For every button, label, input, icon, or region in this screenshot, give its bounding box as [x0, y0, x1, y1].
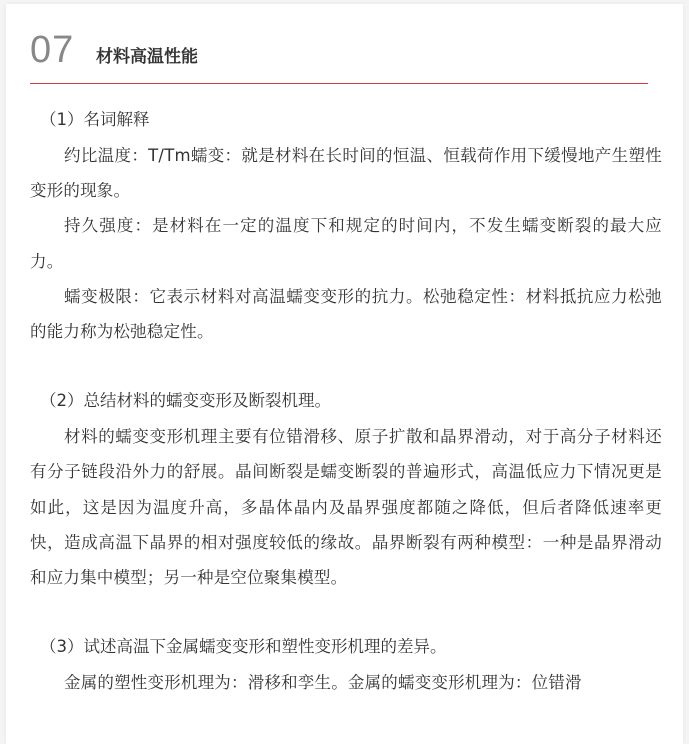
question-1-heading: （1）名词解释	[40, 110, 150, 129]
q1-paragraph: 约比温度：T/Tm蠕变：就是材料在长时间的恒温、恒载荷作用下缓慢地产生塑性变形的现象。	[30, 146, 662, 201]
q3-paragraph: 金属的塑性变形机理为：滑移和孪生。金属的蠕变变形机理为：位错滑	[64, 673, 582, 693]
question-3-heading: （3）试述高温下金属蠕变变形和塑性变形机理的差异。	[40, 637, 447, 657]
q1-paragraph: 持久强度：是材料在一定的温度下和规定的时间内，不发生蠕变断裂的最大应力。	[30, 216, 662, 271]
article-page	[6, 4, 683, 744]
spacer	[30, 595, 662, 629]
question-2-heading: （2）总结材料的蠕变变形及断裂机理。	[40, 391, 331, 411]
q2-paragraph: 材料的蠕变变形机理主要有位错滑移、原子扩散和晶界滑动，对于高分子材料还有分子链段沿外力的舒展。晶间断裂是蠕变断裂的普遍形式，高温低应力下情况更是如此，这是因为温度升高，多晶体晶内及晶界强度都随之降低，但后者降低速率更快，造成高温下晶界的相对强度较低的缘故。晶界断裂有两种模型：一种是晶界滑动和应力集中模型；另一种是空位聚集模型。	[30, 427, 662, 588]
spacer	[30, 349, 662, 383]
section-number: 07	[30, 29, 75, 71]
section-divider	[30, 83, 648, 84]
section-title: 材料高温性能	[96, 47, 198, 67]
section-header	[30, 28, 650, 84]
q1-paragraph: 蠕变极限：它表示材料对高温蠕变变形的抗力。松弛稳定性：材料抵抗应力松弛的能力称为松弛稳定性。	[30, 286, 662, 342]
article-body	[30, 102, 662, 700]
